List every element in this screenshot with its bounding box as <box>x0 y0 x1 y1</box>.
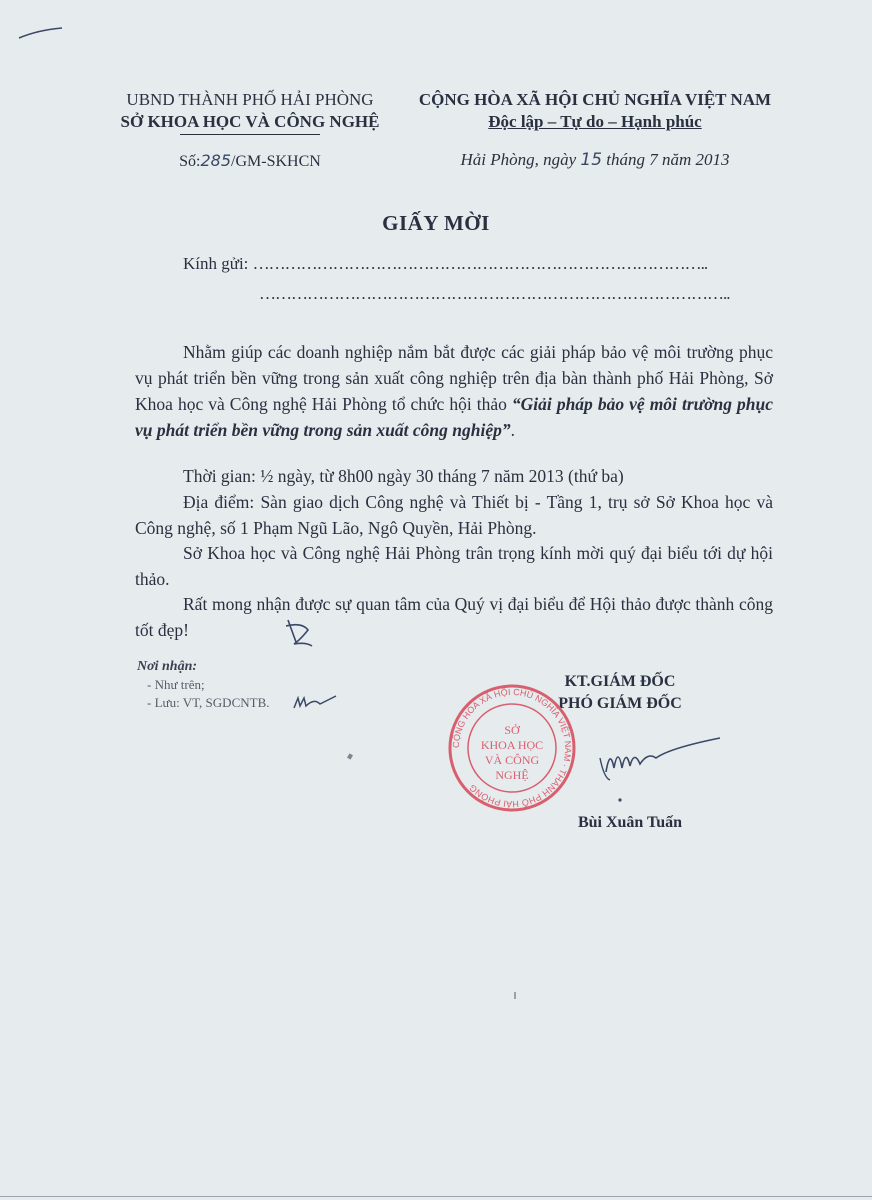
document-date: Hải Phòng, ngày 15 tháng 7 năm 2013 <box>460 150 730 170</box>
scan-edge-line <box>0 1196 872 1197</box>
handwritten-day: 15 <box>580 150 603 170</box>
stamp-inner <box>467 723 557 783</box>
scan-speck <box>514 992 516 999</box>
signer-role-1: KT.GIÁM ĐỐC <box>564 673 676 690</box>
signer-role-2: PHÓ GIÁM ĐỐC <box>558 695 682 712</box>
department-name: SỞ KHOA HỌC VÀ CÔNG NGHỆ <box>120 112 380 131</box>
recipient-item: - Như trên; <box>147 677 205 692</box>
header-left <box>100 90 400 171</box>
header-right <box>400 90 790 170</box>
recipients-list <box>137 659 269 711</box>
recipient-item: - Lưu: VT, SGDCNTB. <box>147 695 270 710</box>
handwritten-initial <box>282 612 318 652</box>
stamp-outer-text: CỘNG HÒA XÃ HỘI CHỦ NGHĨA VIỆT NAM · THÀNH PHỐ HẢI PHÒNG <box>450 686 574 810</box>
stamp-line-1: SỞ <box>504 723 520 737</box>
department-underline <box>180 134 320 135</box>
handwritten-initial <box>292 692 338 714</box>
signature-scribble <box>570 728 730 808</box>
closing-text: Rất mong nhận được sự quan tâm của Quý vị đại biểu để Hội thảo được thành công tốt đẹp! <box>135 594 773 640</box>
motto: Độc lập – Tự do – Hạnh phúc <box>488 112 702 131</box>
intro-paragraph: Nhằm giúp các doanh nghiệp nắm bắt được các giải pháp bảo vệ môi trường phục vụ phát triển bền vững trong sản xuất công nghiệp trên địa bàn thành phố Hải Phòng, Sở Khoa học và Công nghệ Hải Phòng tổ chức hội thảo “Giải pháp bảo vệ môi trường phục vụ phát triển bền vững trong sản xuất công nghiệp”. <box>135 342 774 440</box>
signer-name: Bùi Xuân Tuấn <box>577 814 683 831</box>
document-title: GIẤY MỜI <box>382 211 490 235</box>
document-number: Số:285/GM-SKHCN <box>179 151 321 170</box>
recipient-line-1: Kính gửi: ………………………………………………………………………….. <box>183 254 708 273</box>
nation-name: CỘNG HÒA XÃ HỘI CHỦ NGHĨA VIỆT NAM <box>418 90 772 109</box>
event-time: Thời gian: ½ ngày, từ 8h00 ngày 30 tháng 7 năm 2013 (thứ ba) <box>183 466 624 486</box>
handwritten-number: 285 <box>200 151 232 170</box>
scan-speck <box>347 753 353 759</box>
event-location: Địa điểm: Sàn giao dịch Công nghệ và Thiết bị - Tầng 1, trụ sở Sở Khoa học và Công nghệ, số 1 Phạm Ngũ Lão, Ngô Quyền, Hải Phòng. <box>135 492 773 538</box>
recipient-line-2: …………………………………………………………………………….. <box>259 284 730 303</box>
recipient-block <box>183 254 783 304</box>
pen-mark <box>16 22 66 42</box>
stamp-line-3: VÀ CÔNG NGHỆ <box>484 753 540 782</box>
agency-name: UBND THÀNH PHỐ HẢI PHÒNG <box>126 90 374 109</box>
event-title: “Giải pháp bảo vệ môi trường phục vụ phát triển bền vững trong sản xuất công nghiệp” <box>135 394 774 440</box>
recipient-label: Kính gửi: <box>183 254 249 273</box>
recipients-title: Nơi nhận: <box>137 659 198 674</box>
invitation-text: Sở Khoa học và Công nghệ Hải Phòng trân trọng kính mời quý đại biểu tới dự hội thảo. <box>135 543 773 589</box>
stamp-line-2: KHOA HỌC <box>480 738 544 752</box>
official-stamp <box>447 683 577 813</box>
